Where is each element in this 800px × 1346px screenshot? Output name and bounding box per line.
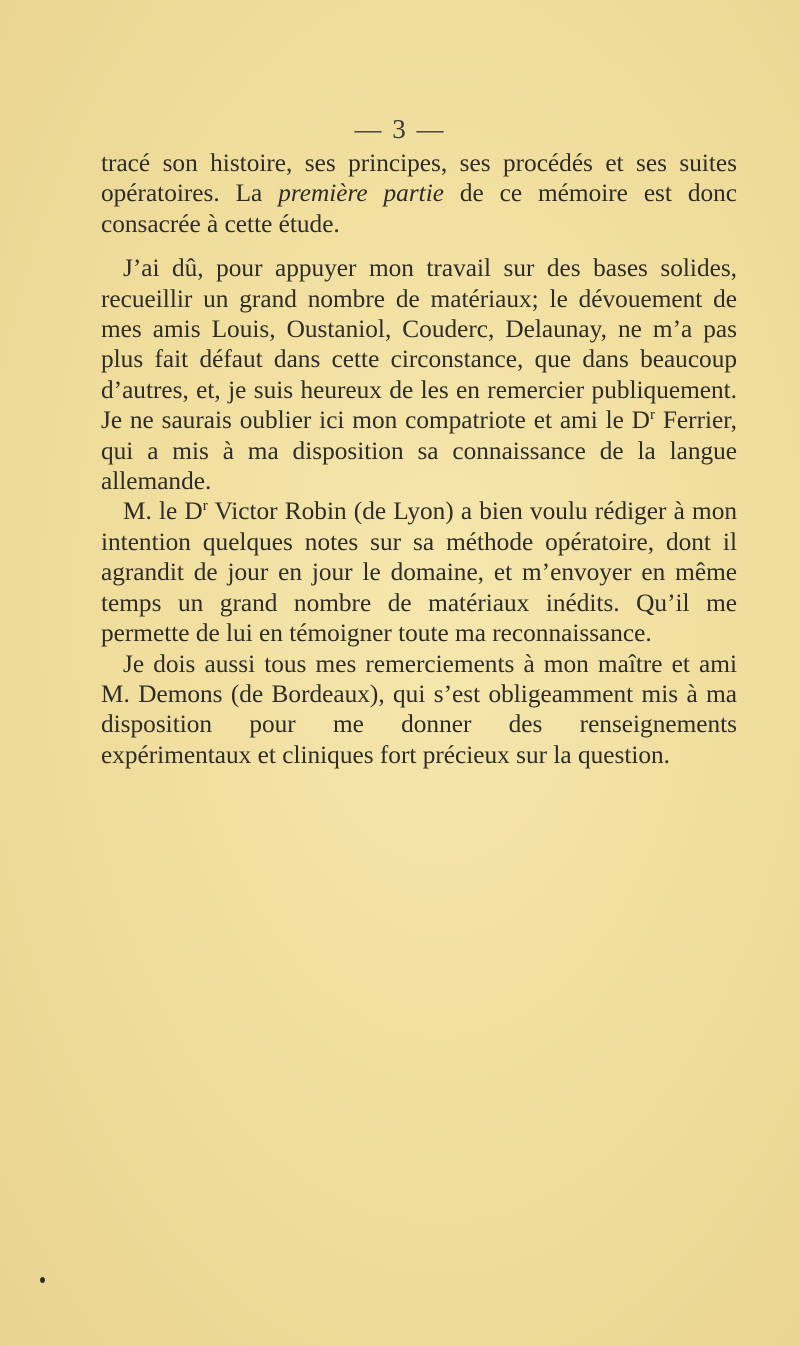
body-text (101, 148, 737, 770)
paragraph-3-text-end: Victor Robin (de Lyon) a bien voulu rédiger à mon intention quelques notes sur sa méthode opératoire, dont il agrandit de jour en jour le domaine, et m’envoyer en même temps un grand nombre de matériaux inédits. Qu’il me permette de lui en témoigner toute ma reconnaissance. (101, 497, 737, 648)
page-number: — 3 — (354, 114, 446, 144)
paragraph-2-text-end: Ferrier, qui a mis à ma disposition sa connaissance de la langue allemande. (101, 406, 737, 496)
paragraph-1 (101, 148, 737, 239)
paragraph-2 (101, 253, 737, 496)
paragraph-1-text-end: de ce mémoire est donc consacrée à cette étude. (101, 179, 737, 238)
paragraph-4 (101, 649, 737, 771)
paragraph-2-text-start: J’ai dû, pour appuyer mon travail sur des bases solides, recueillir un grand nombre de matériaux; le dévouement de mes amis Louis, Oustaniol, Couderc, Delaunay, ne m’a pas plus fait défaut dans cette circonstance, que dans beaucoup d’autres, et, je suis heureux de les en remercier publiquement. Je ne saurais oublier ici mon compatriote et ami le D (101, 254, 737, 435)
paragraph-1-text-start: tracé son histoire, ses principes, ses procédés et ses suites opératoires. La (101, 149, 737, 208)
paragraph-4-text: Je dois aussi tous mes remerciements à mon maître et ami M. Demons (de Bordeaux), qui s’est obligeamment mis à ma disposition pour me donner des renseignements expérimentaux et cliniques fort précieux sur la question. (101, 649, 737, 769)
paragraph-3-text-start: M. le D (123, 497, 203, 526)
paragraph-3 (101, 496, 737, 648)
paragraph-2-superscript: r (649, 406, 656, 424)
paragraph-1-emphasis: première partie (278, 179, 444, 208)
paragraph-3-superscript: r (202, 497, 208, 515)
ink-speck (40, 1277, 45, 1283)
